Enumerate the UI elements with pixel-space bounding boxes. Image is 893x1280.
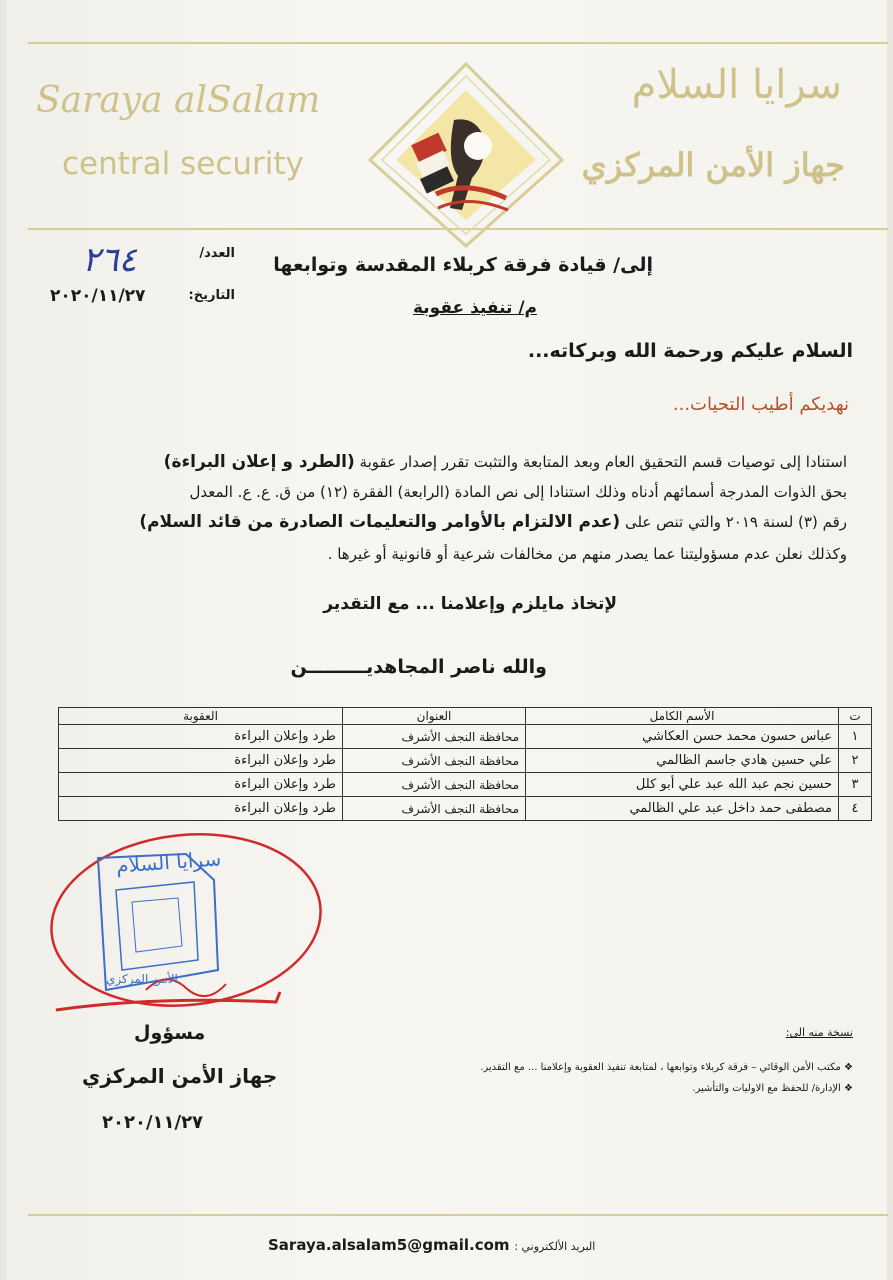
date-value: ٢٠٢٠/١١/٢٧	[50, 286, 146, 306]
row-address: محافظة النجف الأشرف	[343, 773, 526, 797]
brand-en-subtitle: central security	[62, 146, 304, 182]
col-header-name: الأسم الكامل	[526, 708, 839, 725]
row-penalty: طرد وإعلان البراءة	[59, 749, 343, 773]
body-line-1	[46, 448, 847, 476]
stamp-top-text: سرايا السلام	[115, 846, 222, 878]
col-header-index: ت	[839, 708, 872, 725]
copies-item	[480, 1062, 853, 1073]
subject-line: م/ تنفيذ عقوبة	[412, 298, 537, 318]
row-address: محافظة النجف الأشرف	[343, 749, 526, 773]
table-row	[59, 725, 872, 749]
signatory-org: جهاز الأمن المركزي	[82, 1064, 278, 1088]
copies-label: نسخة منه الى:	[785, 1026, 853, 1039]
col-header-penalty: العقوبة	[59, 708, 343, 725]
col-header-address: العنوان	[343, 708, 526, 725]
table-row	[59, 773, 872, 797]
brand-ar-name: سرايا السلام	[631, 62, 842, 108]
row-name: حسين نجم عبد الله عبد علي أبو كلل	[526, 773, 839, 797]
body-line-2: بحق الذوات المدرجة أسمائهم أدناه وذلك استنادا إلى نص المادة (الرابعة) الفقرة (١٢) من ق. ع. ع. المعدل	[189, 483, 847, 501]
email-label: البريد الألكتروني :	[514, 1240, 596, 1253]
row-address: محافظة النجف الأشرف	[343, 725, 526, 749]
footer-email-block	[268, 1236, 595, 1254]
signature-date: ٢٠٢٠/١١/٢٧	[102, 1112, 204, 1133]
saraya-logo	[366, 60, 566, 250]
email-address[interactable]: Saraya.alsalam5@gmail.com	[268, 1236, 510, 1254]
copies-item-text: مكتب الأمن الوقائي – فرقة كربلاء وتوابعها ، لمتابعة تنفيذ العقوبة وإعلامنا ... مع التقدير.	[480, 1062, 841, 1073]
number-label: العدد/	[199, 246, 235, 261]
table-header-row	[59, 708, 872, 725]
date-label: التاريخ:	[188, 288, 235, 303]
number-value: ٢٦٤	[82, 240, 137, 280]
stamp-bottom-text: الأمن المركزي	[106, 972, 178, 986]
closing-line: لإتخاذ مايلزم وإعلامنا ... مع التقدير	[323, 594, 617, 614]
row-name: علي حسين هادي جاسم الظالمي	[526, 749, 839, 773]
row-name: مصطفى حمد داخل عبد علي الظالمي	[526, 797, 839, 821]
row-index: ٣	[839, 773, 872, 797]
copies-item	[692, 1083, 853, 1094]
greeting-regards: نهديكم أطيب التحيات...	[672, 394, 849, 415]
recipient-line: إلى/ قيادة فرقة كربلاء المقدسة وتوابعها	[273, 254, 653, 276]
row-penalty: طرد وإعلان البراءة	[59, 773, 343, 797]
row-name: عباس حسون محمد حسن العكاشي	[526, 725, 839, 749]
row-penalty: طرد وإعلان البراءة	[59, 797, 343, 821]
diamond-bullet-icon: ❖	[840, 1062, 853, 1073]
row-penalty: طرد وإعلان البراءة	[59, 725, 343, 749]
diamond-bullet-icon: ❖	[840, 1083, 853, 1094]
row-index: ١	[839, 725, 872, 749]
row-address: محافظة النجف الأشرف	[343, 797, 526, 821]
header-rule-top	[28, 42, 888, 44]
penalty-highlight: (الطرد و إعلان البراءة)	[163, 452, 355, 472]
copies-item-text: الإدارة/ للحفظ مع الاوليات والتأشير.	[692, 1083, 841, 1094]
body-line-3	[46, 508, 847, 536]
penalty-table	[58, 707, 872, 821]
table-row	[59, 749, 872, 773]
footer-rule	[28, 1214, 888, 1216]
row-index: ٢	[839, 749, 872, 773]
brand-en-name: Saraya alSalam	[36, 80, 321, 121]
brand-ar-subtitle: جهاز الأمن المركزي	[581, 146, 845, 184]
body-line-4: وكذلك نعلن عدم مسؤوليتنا عما يصدر منهم من مخالفات شرعية أو قانونية أو غيرها .	[327, 545, 847, 563]
violation-highlight: (عدم الالتزام بالأوامر والتعليمات الصادرة من قائد السلام)	[139, 512, 621, 532]
body-line-3-text: رقم (٣) لسنة ٢٠١٩ والتي تنص على	[624, 513, 847, 531]
body-line-1-text: استنادا إلى توصيات قسم التحقيق العام وبعد المتابعة والتثبت تقرر إصدار عقوبة	[359, 453, 847, 471]
signatory-title: مسؤول	[134, 1022, 206, 1044]
document-page	[6, 0, 887, 1280]
greeting-salam: السلام عليكم ورحمة الله وبركاته...	[527, 340, 853, 362]
row-index: ٤	[839, 797, 872, 821]
table-row	[59, 797, 872, 821]
motto-line: والله ناصر المجاهديـــــــــن	[290, 656, 547, 678]
